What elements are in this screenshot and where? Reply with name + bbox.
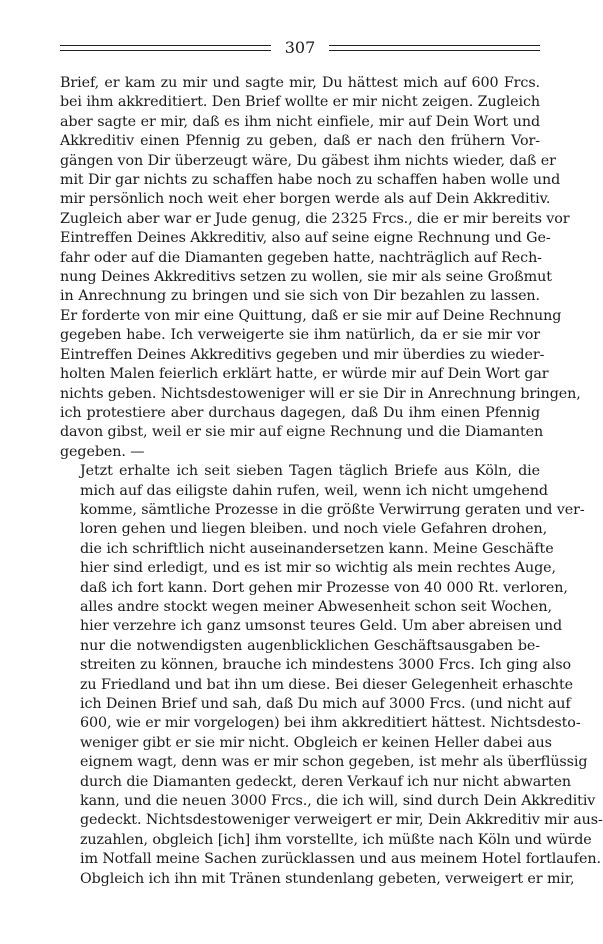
text-line: Eintreffen Deines Akkreditiv, also auf seine eigne Rechnung und Ge- <box>60 230 551 247</box>
text-line: bei ihm akkreditiert. Den Brief wollte er mir nicht zeigen. Zugleich <box>60 94 540 111</box>
text-line: gängen von Dir überzeugt wäre, Du gäbest ihm nichts wieder, daß er <box>60 152 556 169</box>
text-line: Eintreffen Deines Akkreditivs gegeben und mir überdies zu wieder- <box>60 346 545 363</box>
page-header <box>60 38 540 58</box>
text-line: Er forderte von mir eine Quittung, daß er sie mir auf Deine Rechnung <box>60 307 562 324</box>
page-number: 307 <box>284 38 316 57</box>
text-line: loren gehen und liegen bleiben. und noch viele Gefahren drohen, <box>80 521 548 538</box>
text-line: gedeckt. Nichtsdestoweniger verweigert er mir, Dein Akkreditiv mir aus- <box>80 812 603 829</box>
text-line: komme, sämtliche Prozesse in die größte Verwirrung geraten und ver- <box>80 501 585 518</box>
text-line: Obgleich ich ihn mit Tränen stundenlang gebeten, verweigert er mir, <box>80 870 575 887</box>
text-line: Zugleich aber war er Jude genug, die 2325 Frcs., die er mir bereits vor <box>60 210 570 227</box>
paragraph <box>60 462 603 889</box>
text-line: daß ich fort kann. Dort gehen mir Prozesse von 40 000 Rt. verloren, <box>80 579 568 596</box>
text-line: fahr oder auf die Diamanten gegeben hatte, nachträglich auf Rech- <box>60 249 542 266</box>
text-line: nung Deines Akkreditivs setzen zu wollen, sie mir als seine Großmut <box>60 269 552 286</box>
text-line: nichts geben. Nichtsdestoweniger will er sie Dir in Anrechnung bringen, <box>60 385 581 402</box>
text-line: mit Dir gar nichts zu schaffen habe noch zu schaffen haben wolle und <box>60 172 561 189</box>
text-line: ich Deinen Brief und sah, daß Du mich auf 3000 Frcs. (und nicht auf <box>80 696 571 712</box>
text-line: mich auf das eiligste dahin rufen, weil, wenn ich nicht umgehend <box>80 482 548 499</box>
text-line: aber sagte er mir, daß es ihm nicht einfiele, mir auf Dein Wort und <box>60 113 540 130</box>
text-line: zu Friedland und bat ihn um diese. Bei dieser Gelegenheit erhaschte <box>80 676 574 693</box>
text-line: hier sind erledigt, und es ist mir so wichtig als mein rechtes Auge, <box>80 560 556 577</box>
text-line: mir persönlich noch weit eher borgen werde als auf Dein Akkreditiv. <box>60 191 551 208</box>
text-line: durch die Diamanten gedeckt, deren Verkauf ich nur nicht abwarten <box>80 773 572 790</box>
text-line: nur die notwendigsten augenblicklichen Geschäftsausgaben be- <box>80 637 540 654</box>
header-rule-right <box>329 45 540 51</box>
text-line: gegeben. — <box>60 443 145 460</box>
text-line: 600, wie er mir vorgelogen) bei ihm akkreditiert hättest. Nichtsdesto- <box>80 715 581 732</box>
text-line: in Anrechnung zu bringen und sie sich von Dir bezahlen zu lassen. <box>60 288 540 305</box>
text-line: holten Malen feierlich erklärt hatte, er würde mir auf Dein Wort gar <box>60 366 549 383</box>
text-line: kann, und die neuen 3000 Frcs., die ich will, sind durch Dein Akkreditiv <box>80 793 596 810</box>
text-line: alles andre stockt wegen meiner Abwesenheit schon seit Wochen, <box>80 598 552 615</box>
text-line: Brief, er kam zu mir und sagte mir, Du hättest mich auf 600 Frcs. <box>60 75 540 91</box>
text-line: weniger gibt er sie mir nicht. Obgleich er keinen Heller dabei aus <box>80 734 552 751</box>
text-line: eignem wagt, denn was er mir schon gegeben, ist mehr als überflüssig <box>80 754 588 771</box>
body-text <box>60 74 603 889</box>
text-line: ich protestiere aber durchaus dagegen, daß Du ihm einen Pfennig <box>60 404 540 421</box>
text-line: zuzahlen, obgleich [ich] ihm vorstellte, ich müßte nach Köln und würde <box>80 831 592 848</box>
text-line: im Notfall meine Sachen zurücklassen und aus meinem Hotel fortlaufen. <box>80 851 601 868</box>
text-line: gegeben habe. Ich verweigerte sie ihm natürlich, da er sie mir vor <box>60 327 540 344</box>
header-rule-left <box>60 45 271 51</box>
text-line: Akkreditiv einen Pfennig zu geben, daß er nach den frühern Vor- <box>60 133 540 150</box>
paragraph <box>60 74 581 462</box>
text-line: davon gibst, weil er sie mir auf eigne Rechnung und die Diamanten <box>60 424 544 441</box>
text-line: hier verzehre ich ganz umsonst teures Geld. Um aber abreisen und <box>80 618 563 635</box>
text-line: Jetzt erhalte ich seit sieben Tagen täglich Briefe aus Köln, die <box>80 463 540 480</box>
text-line: streiten zu können, brauche ich mindestens 3000 Frcs. Ich ging also <box>80 657 571 674</box>
text-line: die ich schriftlich nicht auseinandersetzen kann. Meine Geschäfte <box>80 540 554 557</box>
